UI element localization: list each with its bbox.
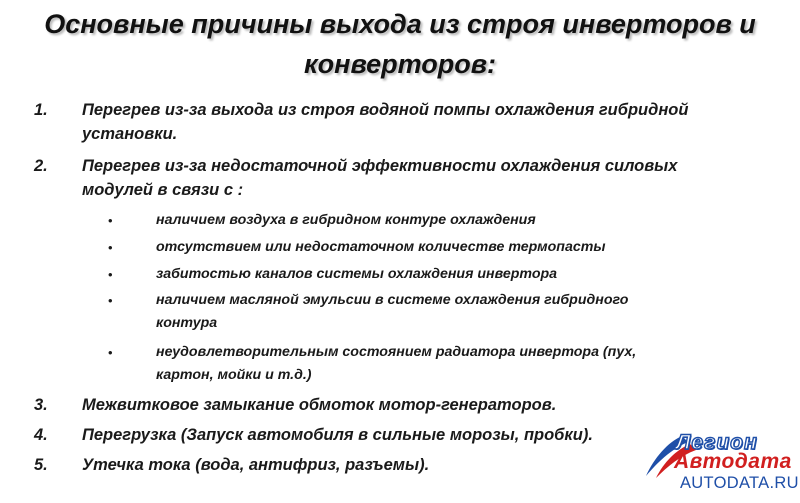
sub-list-item-line: неудовлетворительным состоянием радиатора инвертора (пух,: [156, 344, 637, 360]
list-item-line: модулей в связи с :: [82, 181, 244, 199]
list-item-line: Перегрев из-за выхода из строя водяной помпы охлаждения гибридной: [82, 101, 689, 119]
slide-title-line-1: Основные причины выхода из строя инверторов и: [44, 9, 756, 39]
list-item-line: установки.: [82, 125, 178, 143]
logo-text-avtodata: Автодата: [674, 450, 792, 473]
sub-list-item-line: наличием масляной эмульсии в системе охлаждения гибридного: [156, 292, 629, 308]
sub-list-item-text: наличием воздуха в гибридном контуре охлаждения: [156, 212, 536, 228]
list-item-number: 2.: [34, 157, 48, 175]
list-item-number: 3.: [34, 396, 48, 414]
sub-list-item-line: картон, мойки и т.д.): [156, 367, 312, 383]
bullet-icon: •: [108, 267, 113, 282]
list-item-text: Утечка тока (вода, антифриз, разъемы).: [82, 456, 430, 474]
bullet-icon: •: [108, 345, 113, 360]
sub-list-item-text: [156, 289, 716, 335]
logo-text-domain: AUTODATA.RU: [680, 474, 799, 492]
list-item-text: Перегрузка (Запуск автомобиля в сильные морозы, пробки).: [82, 426, 593, 444]
slide-title: [0, 4, 800, 84]
bullet-icon: •: [108, 240, 113, 255]
logo-text-legion: Легион: [676, 431, 758, 454]
slide-title-line-2: конверторов:: [303, 49, 497, 79]
list-item-text: Межвитковое замыкание обмоток мотор-генераторов.: [82, 396, 557, 414]
sub-list-item-text: забитостью каналов системы охлаждения инвертора: [156, 266, 558, 282]
list-item-number: 1.: [34, 101, 48, 119]
bullet-icon: •: [108, 213, 113, 228]
sub-list-item-line: контура: [156, 315, 218, 331]
autodata-logo: [638, 431, 799, 494]
list-item-number: 5.: [34, 456, 48, 474]
list-item-number: 4.: [34, 426, 48, 444]
list-item-line: Перегрев из-за недостаточной эффективности охлаждения силовых: [82, 157, 678, 175]
bullet-icon: •: [108, 293, 113, 308]
list-item-text: [82, 98, 772, 146]
sub-list-item-text: [156, 341, 716, 387]
list-item-text: [82, 154, 772, 202]
sub-list-item-text: отсутствием или недостаточном количестве термопасты: [156, 239, 606, 255]
